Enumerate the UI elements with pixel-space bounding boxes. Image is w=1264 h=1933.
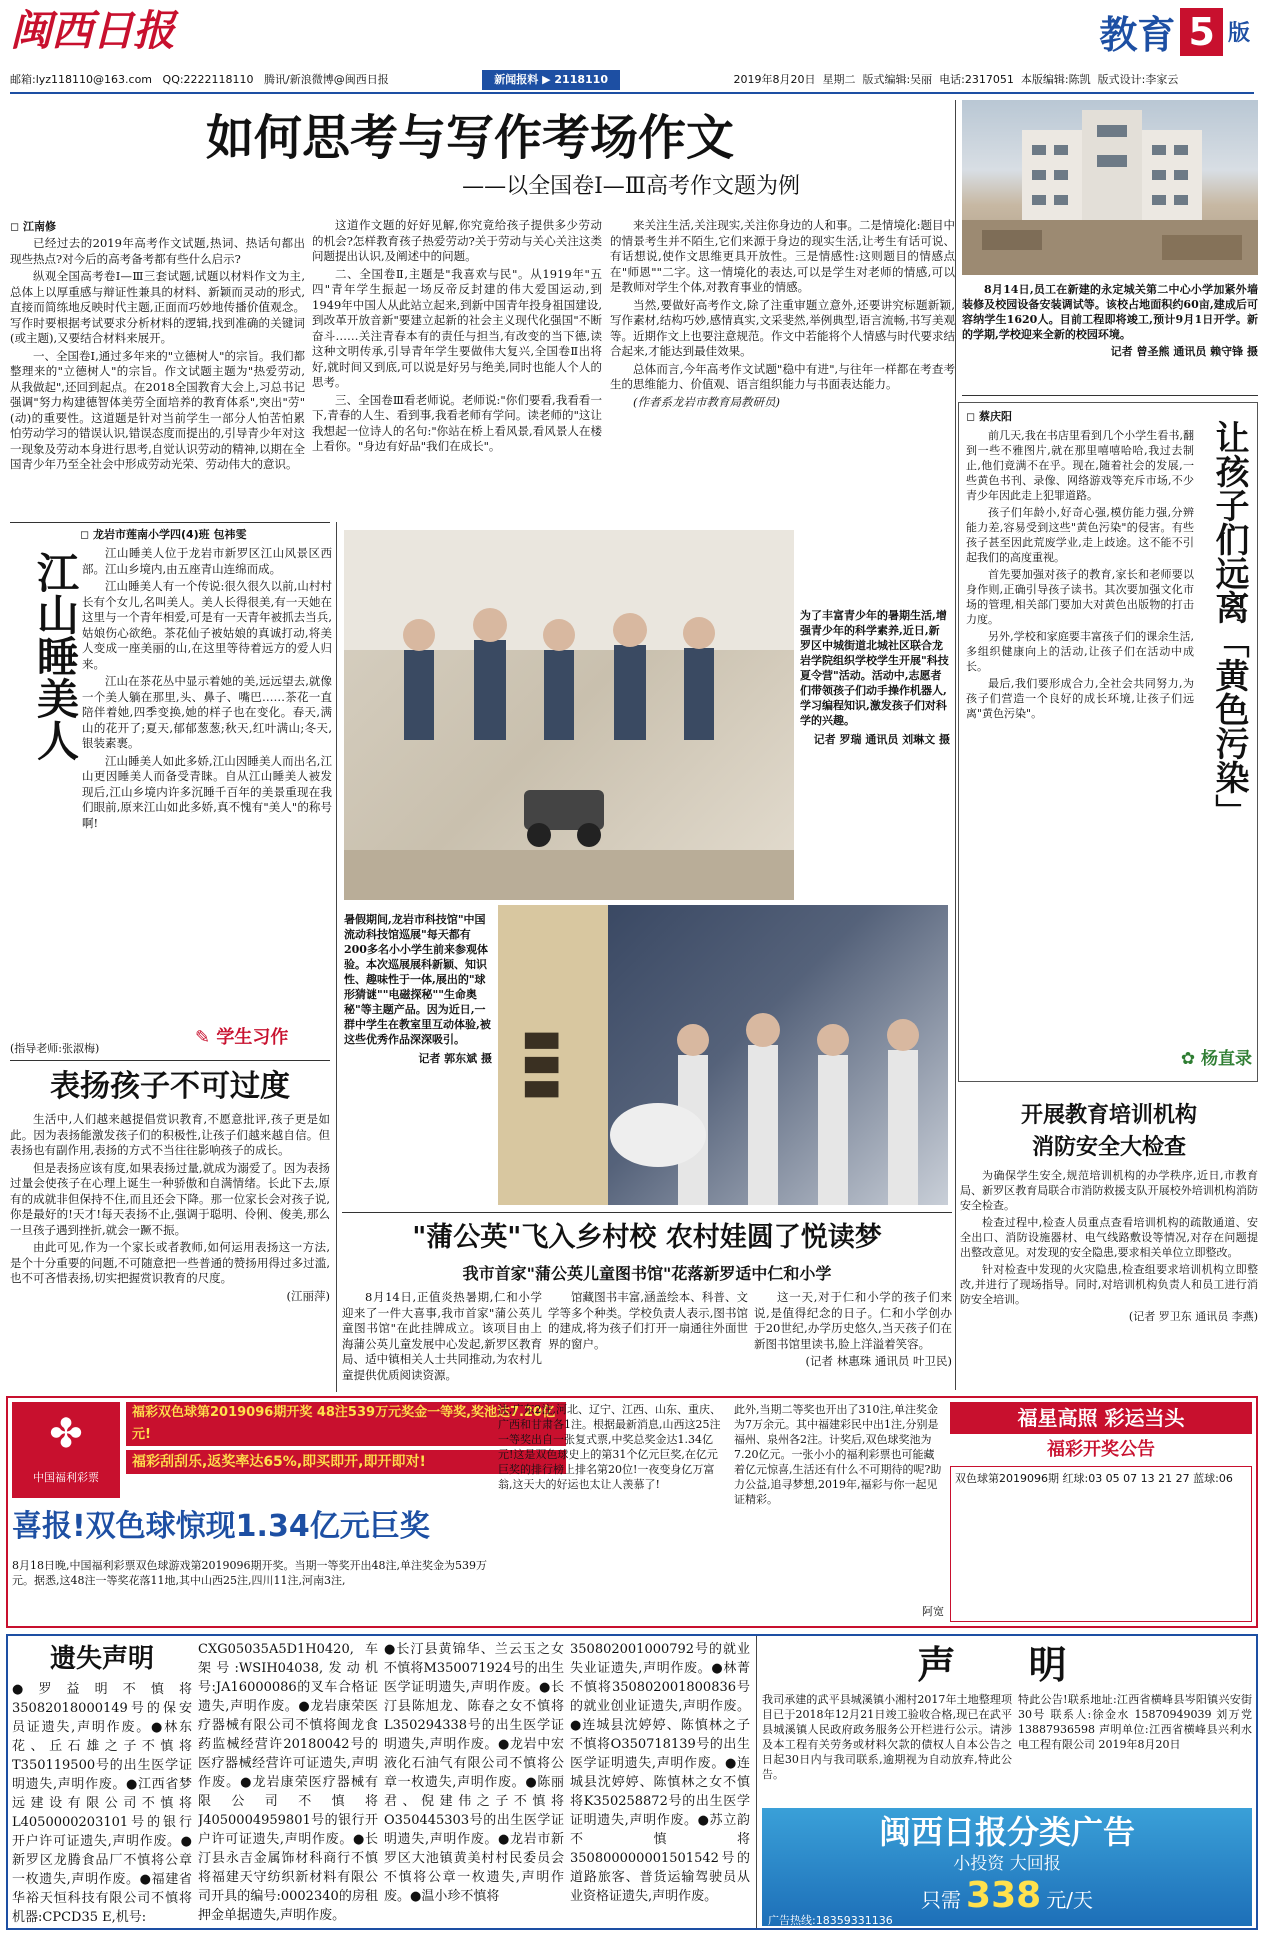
paragraph: 这道作文题的好好见解,你究竟给孩子提供多少劳动的机会?怎样教育孩子热爱劳动?关于劳动与关心关注这类问题提出认识,及阐述中的问题。 <box>312 218 602 263</box>
yellow-body <box>966 428 1194 1048</box>
main-article-title: 如何思考与写作考场作文 <box>205 110 734 166</box>
paragraph: 生活中,人们越来越提倡赏识教育,不愿意批评,孩子更是如此。因为表扬能激发孩子们的积极性,让孩子们越来越自信。但表扬也有副作用,表扬的方式不当往往影响孩子的成长。 <box>10 1112 330 1157</box>
paragraph: 已经过去的2019年高考作文试题,热词、热话句都出现些热点?对今后的高考备考都有些什么启示? <box>10 236 305 266</box>
children-robot-illustration <box>344 530 794 900</box>
paragraph: 8月14日,正值炎热暑期,仁和小学迎来了一件大喜事,我市首家"蒲公英儿童图书馆"在此挂牌成立。该项目由上海蒲公英儿童发展中心发起,新罗区教育局、适中镇相关人士共同推动,为农村儿童提供优质阅读资源。 <box>342 1290 542 1382</box>
editor: 版式编辑:吴丽 <box>862 73 933 86</box>
dandelion-credit: (记者 林惠珠 通讯员 叶卫民) <box>805 1354 952 1368</box>
layout-designer: 版式设计:李家云 <box>1097 73 1179 86</box>
paragraph: 首先要加强对孩子的教育,家长和老师要以身作则,正确引导孩子读书。其次要加强文化市场的管理,相关部门要加大对黄色出版物的打击力度。 <box>966 568 1194 626</box>
paragraph: 这一天,对于仁和小学的孩子们来说,是值得纪念的日子。仁和小学创办于20世纪,办学历史悠久,当天孩子们在新图书馆里读书,脸上洋溢着笑容。 <box>754 1290 952 1351</box>
classified-subtitle: 小投资 大回报 <box>953 1854 1061 1874</box>
dandelion-col1 <box>342 1290 542 1390</box>
yellow-title: 让孩子们远离「黄色污染」 <box>1209 420 1249 828</box>
author-note: (作者系龙岩市教育局教研员) <box>633 394 780 409</box>
building-illustration <box>962 100 1258 275</box>
jiangshan-teacher: (指导老师:张淑梅) <box>10 1042 100 1055</box>
lottery-logo-mark: ✤ <box>49 1411 83 1457</box>
notices-col1: ●罗益明不慎将35082018000149号的保安员证遗失,声明作废。●林东花、丘石雄之子不慎将T350119500号的出生医学证明遗失,声明作废。●江西省梦远建设有限公司不慎将L4050000203101号的银行开户许可证遗失,声明作废。●新罗区龙腾食品厂不慎将公章一枚遗失,声明作废。●福建省华裕天恒科技有限公司不慎将机器:CPCD35 E,机号: <box>12 1682 192 1925</box>
lottery-big-title: 喜报!双色球惊现1.34亿元巨奖 <box>12 1509 430 1544</box>
main-article-byline: ◻ 江南修 <box>10 220 56 233</box>
classified-title: 闽西日报分类广告 <box>878 1813 1135 1851</box>
notices-title: 遗失声明 <box>49 1644 154 1674</box>
email: 邮箱:lyz118110@163.com <box>10 73 153 86</box>
dandelion-col3 <box>754 1290 952 1390</box>
page-suffix: 版 <box>1227 21 1250 46</box>
lottery-brand: 中国福利彩票 <box>33 1471 99 1484</box>
lottery-body2: 注,广东2注,河北、辽宁、江西、山东、重庆、广西和甘肃各1注。根据最新消息,山西这25注一等奖出自一张复式票,中奖总奖金达1.34亿元!这是双色球史上的第31个亿元巨奖,在亿元巨奖的排行榜上排名第20位!一夜变身亿万富翁,这天大的好运也太让人羡慕了! <box>498 1403 721 1491</box>
notices-col4: 350802001000792号的就业失业证遗失,声明作废。●林菁不慎将350802001800836号的就业创业证遗失,声明作废。●连城县沈婷婷、陈慎林之子不慎将O350718139号的出生医学证明遗失,声明作废。●连城县沈婷婷、陈慎林之女不慎将K350258872号的出生医学证明遗失,声明作废。●苏立韵不慎将350800000001501542号的道路旅客、普货运输驾驶员从业资格证遗失,声明作废。 <box>570 1642 750 1904</box>
fire-title-line1: 开展教育培训机构 <box>1020 1102 1197 1128</box>
declaration-right: 特此公告!联系地址:江西省横峰县岑阳镇兴安街30号 联系人:徐金水 15870949039 刘万党 13887936598 声明单位:江西省横峰县兴利水电工程有限公司 2019年8月20日 <box>1018 1693 1252 1751</box>
hotline-label: 新闻报料 <box>494 73 539 86</box>
paragraph: 前几天,我在书店里看到几个小学生看书,翻到一些不雅图片,就在那里嘻嘻哈哈,我过去制止,他们竟满不在乎。现在,随着社会的发展,一些黄色书刊、录像、网络游戏等充斥市场,不少青少年因此走上犯罪道路。 <box>966 429 1194 502</box>
svg-text:▮▮▮: ▮▮▮ <box>513 1028 564 1102</box>
photo-credit: 记者 郭东斌 摄 <box>418 1052 492 1065</box>
logo-text: 闽西日报 <box>10 6 175 55</box>
paragraph: 三、全国卷Ⅲ看老师说。老师说:"你们要看,我看看一下,青春的人生、看到事,我看老师有学问。读老师的"这让我想起一位诗人的名句:"你站在桥上看风景,看风景人在楼上看你。"身边有好品"我们在成长"。 <box>312 392 602 453</box>
lottery-logo <box>12 1402 120 1498</box>
paragraph: 针对检查中发现的火灾隐患,检查组要求培训机构立即整改,并进行了现场指导。同时,对培训机构负责人和员工进行消防安全培训。 <box>960 1263 1258 1306</box>
lottery-results <box>950 1466 1252 1622</box>
lottery-author: 阿宽 <box>922 1605 944 1618</box>
paragraph: 由此可见,作为一个家长或者教师,如何运用表扬这一方法,是个十分重要的问题,不可随意把一些普通的赞扬用得过多过滥,也不可吝惜表扬,切实把握赏识教育的尺度。 <box>10 1240 330 1285</box>
fire-body <box>960 1168 1258 1390</box>
photo-credit: 记者 罗瑞 通讯员 刘琳文 摄 <box>813 733 950 746</box>
price-value: 338 <box>966 1876 1042 1916</box>
yang-badge: ✿ 杨直录 <box>1180 1049 1252 1069</box>
dandelion-subtitle: 我市首家"蒲公英儿童图书馆"花落新罗适中仁和小学 <box>462 1264 832 1283</box>
masthead-logo <box>10 2 185 60</box>
main-article-subtitle: ——以全国卷Ⅰ—Ⅲ高考作文题为例 <box>462 174 800 199</box>
paragraph: 纵观全国高考卷Ⅰ—Ⅲ三套试题,试题以材料作文为主,总体上以厚重感与辩证性兼具的材料、新颖而灵动的形式,直接而简练地反映时代主题,正面而巧妙地传播价值观念。写作时要根据考试要求分析材料的逻辑,找到准确的关键词(或主题),又要结合材料来展开。 <box>10 269 305 345</box>
science-museum-caption <box>344 912 492 1202</box>
paragraph: 江山睡美人位于龙岩市新罗区江山风景区西部。江山乡境内,由五座青山连绵而成。 <box>82 546 332 576</box>
lottery-headline1: 福彩双色球第2019096期开奖 48注539万元奖金一等奖,奖池达7.20亿元! <box>126 1402 566 1446</box>
paragraph: 江山在茶花丛中显示着她的美,远远望去,就像一个美人躺在那里,头、鼻子、嘴巴……茶花一直陪伴着她,四季变换,她的样子也在变化。春天,满山的花开了;夏天,郁郁葱葱;秋天,红叶满山;冬天,银装素裹。 <box>82 674 332 750</box>
jiangshan-title: 江山睡美人 <box>31 551 80 761</box>
yellow-byline: ◻ 蔡庆阳 <box>966 410 1012 423</box>
paragraph: 来关注生活,关注现实,关注你身边的人和事。二是情境化:题目中的情景考生并不陌生,它们来源于身边的现实生活,让考生有话可说、有话想说,使作文思维更具开放性。三是情感性:这则题目的情感点在"师恩""二字。这一情境化的表达,可以是学生对老师的情感,可以是教师对学生个体,对教育事业的情感。 <box>610 218 955 294</box>
robot-camp-caption <box>800 608 950 893</box>
museum-illustration <box>498 905 948 1205</box>
author-note: (记者 罗卫东 通讯员 李燕) <box>1128 1310 1258 1323</box>
notices-col3: ●长汀县黄锦华、兰云玉之女不慎将M350071924号的出生医学证明遗失,声明作废。●长汀县陈旭龙、陈春之女不慎将L350294338号的出生医学证明遗失,声明作废。●龙岩中宏液化石油气有限公司不慎将公章一枚遗失,声明作废。●陈丽君、倪建伟之子不慎将O350445303号的出生医学证明遗失,声明作废。●龙岩市新罗区大池镇黄美村村民委员会不慎将公章一枚遗失,声明作废。●温小珍不慎将 <box>384 1642 564 1904</box>
caption-text: 为了丰富青少年的暑期生活,增强青少年的科学素养,近日,新罗区中城街道北城社区联合龙岩学院组织学校学生开展"科技夏令营"活动。活动中,志愿者们带领孩子们动手操作机器人,学习编程知识,激发孩子们对科学的兴趣。 <box>800 609 949 727</box>
caption-text: 暑假期间,龙岩市科技馆"中国流动科技馆巡展"每天都有200多名小小学生前来参观体验。本次巡展展科新颖、知识性、趣味性于一体,展出的"球形猜谜""电磁探秘""生命奥秘"等主题产品。因为近日,一群中学生在教室里互动体验,被这些优秀作品深深吸引。 <box>344 913 491 1046</box>
jiangshan-school: 龙岩市莲南小学四(4)班 包祎雯 <box>92 528 247 541</box>
badge-text: 杨直录 <box>1201 1049 1252 1069</box>
issue-weekday: 星期二 <box>822 73 856 86</box>
weibo: 腾讯/新浪微博@闽西日报 <box>264 73 389 86</box>
praise-body <box>10 1112 330 1392</box>
praise-title: 表扬孩子不可过度 <box>50 1069 290 1104</box>
paragraph: 为确保学生安全,规范培训机构的办学秩序,近日,市教育局、新罗区教育局联合市消防救援支队开展校外培训机构消防安全检查。 <box>960 1169 1258 1212</box>
paragraph: 江山睡美人如此多娇,江山因睡美人而出名,江山更因睡美人而备受青睐。自从江山睡美人被发现后,江山乡境内许多沉睡千百年的美景重现在我们眼前,原来江山如此多娇,真不愧有"美人"的称号啊! <box>82 753 332 830</box>
paragraph: 检查过程中,检查人员重点查看培训机构的疏散通道、安全出口、消防设施器材、电气线路敷设等情况,对存在问题提出整改意见。对发现的安全隐患,要求相关单位立即整改。 <box>960 1216 1258 1259</box>
issue-date: 2019年8月20日 <box>733 73 816 86</box>
classified-price <box>762 1876 1252 1916</box>
paragraph: 总体而言,今年高考作文试题"稳中有进",与往年一样都在考查考生的思维能力、价值观、语言组织能力与书面表达能力。 <box>610 361 955 391</box>
yellow-author: 蔡庆阳 <box>978 410 1012 423</box>
dandelion-col2 <box>548 1290 748 1390</box>
declaration-body: 我司承建的武平县城溪镇小湘村2017年土地整理项目已于2018年12月21日竣工验收合格,现已在武平县城溪镇人民政府政务服务公开栏进行公示。请涉及本工程有关劳务或材料欠款的债权人自本公告之日起30日内与我司联系,逾期视为自动放弃,特此公告。 <box>762 1693 1012 1781</box>
section-title: 教育 <box>1099 13 1176 57</box>
section-header <box>1060 4 1250 62</box>
lottery-body3: 此外,当期二等奖也开出了310注,单注奖金为7万余元。其中福建彩民中出1注,分别是福州、泉州各2注。计奖后,双色球奖池为7.20亿元。一张小小的福利彩票也可能藏着亿元惊喜,生活还有什么不可期待的呢?助力公益,追寻梦想,2019年,福彩与你一起见证精彩。 <box>734 1403 942 1506</box>
jiangshan-byline: ◻ 龙岩市莲南小学四(4)班 包祎雯 <box>80 528 247 541</box>
author-note: (江丽萍) <box>286 1288 330 1303</box>
paragraph: 二、全国卷Ⅱ,主题是"我喜欢与民"。从1919年"五四"青年学生振起一场反帝反封建的伟大爱国运动,到1949年中国人从此站立起来,到新中国青年投身祖国建设,到改革开放音新"要建立起新的社会主义现代化强国"不断奋斗……关注青春本有的责任与担当,有改变的当下德,读这种文明传承,引导青年学生要做伟大复兴,全国卷Ⅱ出将好,就时间又到底,可以说是好另与绝美,同时也能人个人的思考。 <box>312 266 602 389</box>
main-article-author: 江南修 <box>22 220 56 233</box>
student-essay-badge: ✎ 学生习作 <box>195 1027 289 1048</box>
robot-camp-photo <box>344 530 794 900</box>
paragraph: 一、全国卷Ⅰ,通过多年来的"立德树人"的宗旨。我们都整理来的"立德树人"的宗旨。作文试题主题为"热爱劳动,从我做起",还回到起点。在2018全国教育大会上,习总书记强调"努力构建德智体美劳全面培养的教育体系",突出"劳"(动)的重要性。这道题是针对当前学生一部分人怕苦怕累怕劳动学习的错误认识,错误态度而提出的,引导青少年对这一现象及劳动本身进行思考,自觉认识劳动的精神,以期在全国青少年乃至全社会中形成劳动光荣、劳动伟大的意识。 <box>10 348 305 471</box>
declaration-title: 声 明 <box>917 1642 1097 1687</box>
school-photo-caption <box>962 282 1258 387</box>
paragraph: 但是表扬应该有度,如果表扬过量,就成为溺爱了。因为表扬过量会使孩子在心理上诞生一种骄傲和自满情绪。长此下去,原有的成就非但保持不住,而且还会下降。那一位家长会对孩子说,你是最好的!天才!每天表扬不止,强调于聪明、伶俐、俊美,那么一旦孩子遇到挫折,就会一蹶不振。 <box>10 1160 330 1237</box>
caption-text: 8月14日,员工在新建的永定城关第二中心小学加紧外墙装修及校园设备安装调试等。该校占地面积约60亩,建成后可容纳学生1620人。目前工程即将竣工,预计9月1日开学。新的学期,学校迎来全新的校园环境。 <box>962 283 1258 341</box>
page-number: 5 <box>1180 8 1222 56</box>
price-label: 只需 <box>920 1888 961 1912</box>
chief-editor: 本版编辑:陈凯 <box>1020 73 1091 86</box>
lottery-box-title: 福星高照 彩运当头 <box>950 1402 1252 1434</box>
classified-hotline: 广告热线:18359331136 <box>768 1914 893 1927</box>
fire-title-line2: 消防安全大检查 <box>1031 1134 1186 1160</box>
paragraph: 孩子们年龄小,好奇心强,模仿能力强,分辨能力差,容易受到这些"黄色污染"的侵害。有些孩子甚至因此荒废学业,走上歧途。这不能不引起我们的高度重视。 <box>966 506 1194 564</box>
badge-text: 学生习作 <box>216 1027 289 1048</box>
hotline-number: 2118110 <box>554 73 608 86</box>
qq: QQ:2222118110 <box>162 73 254 86</box>
paragraph: 馆藏图书丰富,涵盖绘本、科普、文学等多个种类。学校负责人表示,图书馆的建成,将为孩子们打开一扇通往外面世界的窗户。 <box>548 1290 748 1351</box>
phone: 电话:2317051 <box>939 73 1014 86</box>
paragraph: 另外,学校和家庭要丰富孩子们的课余生活,多组织健康向上的活动,让孩子们在活动中成长。 <box>966 630 1194 673</box>
lottery-box-subtitle: 福彩开奖公告 <box>1047 1439 1155 1460</box>
paragraph: 最后,我们要形成合力,全社会共同努力,为孩子们营造一个良好的成长环境,让孩子们远离"黄色污染"。 <box>966 677 1194 720</box>
jiangshan-body <box>82 546 332 996</box>
school-construction-photo <box>962 100 1258 275</box>
main-article-col2 <box>312 218 602 516</box>
info-bar: 邮箱:lyz118110@163.com QQ:2222118110 腾讯/新浪微博@闽西日报 新闻报料 ▶ 2118110 2019年8月20日 星期二 版式编辑:吴丽 电话:2317051 本版编辑:陈凯 版式设计:李家云 <box>10 70 1254 90</box>
paragraph: 当然,要做好高考作文,除了注重审题立意外,还要讲究标题新颖,写作素材,结构巧妙,感情真实,文采斐然,举例典型,语言流畅,书写美观等。近期作文上也要注意规范。作文中若能将个人情感与时代要求结合起来,才能达到最佳效果。 <box>610 297 955 358</box>
price-unit: 元/天 <box>1046 1888 1094 1912</box>
main-article-col1 <box>10 236 305 516</box>
notices-col2: CXG05035A5D1H0420,车架号:WSIH04038,发动机号:JA16000086的叉车合格证遗失,声明作废。●龙岩康荣医疗器械有限公司不慎将闽龙食药监械经营许20180042号的医疗器械经营许可证遗失,声明作废。●龙岩康荣医疗器械有限公司不慎将J4050004959801号的银行开户许可证遗失,声明作废。●长汀县永吉金属饰材科商行不慎将福建天守纺织新材料有限公司开具的编号:0002340的房租押金单据遗失,声明作废。 <box>198 1642 378 1923</box>
photo-credit: 记者 曾圣熊 通讯员 赖守锋 摄 <box>1110 345 1258 358</box>
paragraph: 江山睡美人有一个传说:很久很久以前,山村村长有个女儿,名叫美人。美人长得很美,有一天她在这里与一个青年相爱,可是有一天青年被抓去当兵,姑娘伤心欲绝。茶花仙子被姑娘的真诚打动,将美人变成一座美丽的山,在这里等待着远方的爱人归来。 <box>82 579 332 671</box>
lottery-body1: 8月18日晚,中国福利彩票双色球游戏第2019096期开奖。当期一等奖开出48注,单注奖金为539万元。据悉,这48注一等奖花落11地,其中山西25注,四川11注,河南3注, <box>12 1559 487 1587</box>
science-museum-photo <box>498 905 948 1205</box>
lottery-headline2: 福彩刮刮乐,返奖率达65%,即买即开,即开即对! <box>126 1450 566 1474</box>
main-article-col3 <box>610 218 955 516</box>
lottery-results-text: 双色球第2019096期 红球:03 05 07 13 21 27 蓝球:06 <box>955 1472 1233 1485</box>
dandelion-title: "蒲公英"飞入乡村校 农村娃圆了悦读梦 <box>412 1222 882 1253</box>
